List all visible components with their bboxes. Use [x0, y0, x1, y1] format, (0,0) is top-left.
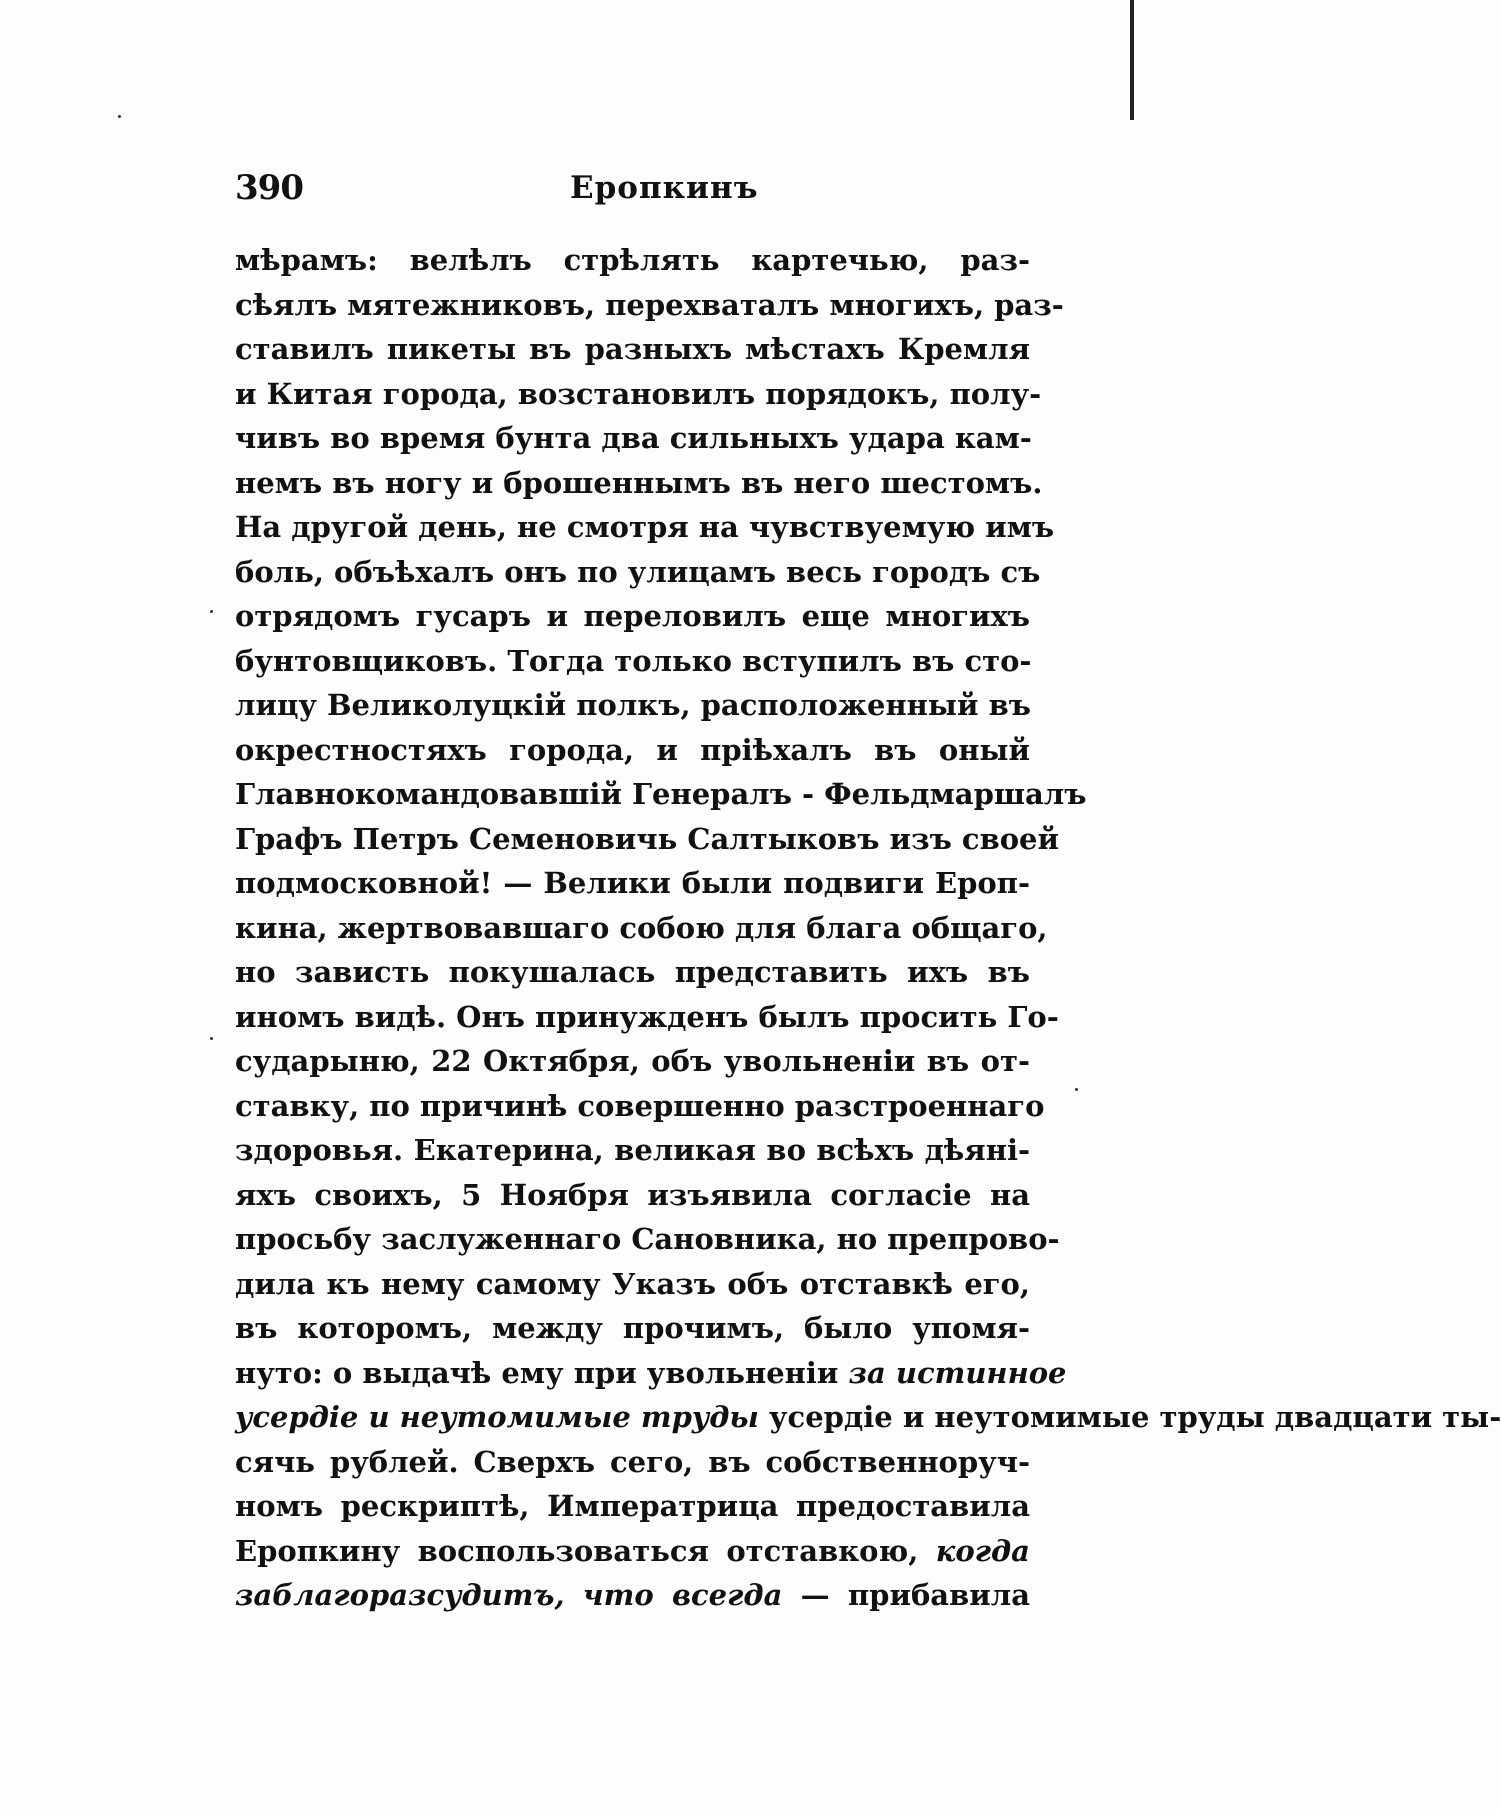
text-line: отрядомъ гусаръ и переловилъ еще многихъ	[235, 599, 1030, 633]
text-line: кина, жертвовавшаго собою для блага общаго,	[235, 910, 1048, 945]
italic-phrase: когда	[935, 1533, 1030, 1568]
italic-phrase: что всегда	[582, 1578, 783, 1612]
page-edge-shadow	[1130, 0, 1134, 120]
text-line-part: усердіе и неутомимые труды двадцати ты-	[768, 1400, 1501, 1434]
text-line: сѣялъ мятежниковъ, перехваталъ многихъ, раз-	[235, 287, 1064, 322]
text-line: мѣрамъ: велѣлъ стрѣлять картечью, раз-	[235, 243, 1030, 277]
text-line: немъ въ ногу и брошеннымъ въ него шестомъ.	[235, 465, 1043, 500]
text-line: Главнокомандовавшій Генералъ - Фельдмаршалъ	[235, 777, 1087, 811]
text-line: бунтовщиковъ. Тогда только вступилъ въ сто-	[235, 643, 1032, 678]
text-line: лицу Великолуцкій полкъ, расположенный въ	[235, 688, 1031, 722]
print-speck	[1075, 1088, 1078, 1091]
text-line: но зависть покушалась представить ихъ въ	[235, 955, 1030, 989]
text-line: номъ рескриптѣ, Императрица предоставила	[235, 1489, 1030, 1523]
print-speck	[210, 1037, 213, 1040]
text-line: сячь рублей. Сверхъ сего, въ собственноруч-	[235, 1444, 1030, 1479]
italic-phrase: за истинное	[848, 1355, 1067, 1390]
text-line: сударыню, 22 Октября, объ увольненіи въ от-	[235, 1044, 1030, 1078]
text-line: въ которомъ, между прочимъ, было упомя-	[235, 1311, 1030, 1345]
text-line	[235, 1395, 1501, 1440]
text-line: и Китая города, возстановилъ порядокъ, полу-	[235, 376, 1042, 411]
italic-phrase: заблагоразсудитъ,	[235, 1578, 565, 1612]
text-line: просьбу заслуженнаго Сановника, но препрово-	[235, 1222, 1060, 1256]
text-line-part: Еропкину воспользоваться отставкою,	[235, 1533, 919, 1568]
text-line-part: нуто: о выдачѣ ему при увольненіи	[235, 1355, 839, 1390]
text-line: яхъ своихъ, 5 Ноября изъявила согласіе на	[235, 1177, 1030, 1212]
body-text	[235, 238, 1501, 1618]
text-line	[235, 1573, 1030, 1618]
text-line: чивъ во время бунта два сильныхъ удара кам-	[235, 421, 1032, 455]
text-line: подмосковной! — Велики были подвиги Ероп-	[235, 866, 1030, 900]
italic-phrase: усердіе и неутомимые труды	[235, 1400, 759, 1434]
text-line	[235, 1529, 1030, 1574]
text-line: окрестностяхъ города, и пріѣхалъ въ оный	[235, 732, 1030, 767]
header-title: Еропкинъ	[570, 170, 759, 206]
text-line: ставилъ пикеты въ разныхъ мѣстахъ Кремля	[235, 332, 1030, 366]
running-head	[235, 168, 1025, 218]
text-line: дила къ нему самому Указъ объ отставкѣ его,	[235, 1266, 1030, 1301]
text-line: Графъ Петръ Семеновичь Салтыковъ изъ своей	[235, 821, 1060, 856]
print-speck	[118, 115, 121, 118]
page-number: 390	[235, 168, 303, 208]
text-line	[235, 1351, 1067, 1396]
text-line: здоровья. Екатерина, великая во всѣхъ дѣяні-	[235, 1133, 1030, 1167]
print-speck	[210, 610, 213, 613]
text-line: На другой день, не смотря на чувствуемую имъ	[235, 510, 1055, 544]
text-line: иномъ видѣ. Онъ принужденъ былъ просить Го-	[235, 999, 1059, 1034]
text-line: боль, объѣхалъ онъ по улицамъ весь городъ съ	[235, 554, 1041, 589]
text-line-part: — прибавила	[800, 1578, 1030, 1612]
text-line: ставку, по причинѣ совершенно разстроеннаго	[235, 1088, 1045, 1123]
